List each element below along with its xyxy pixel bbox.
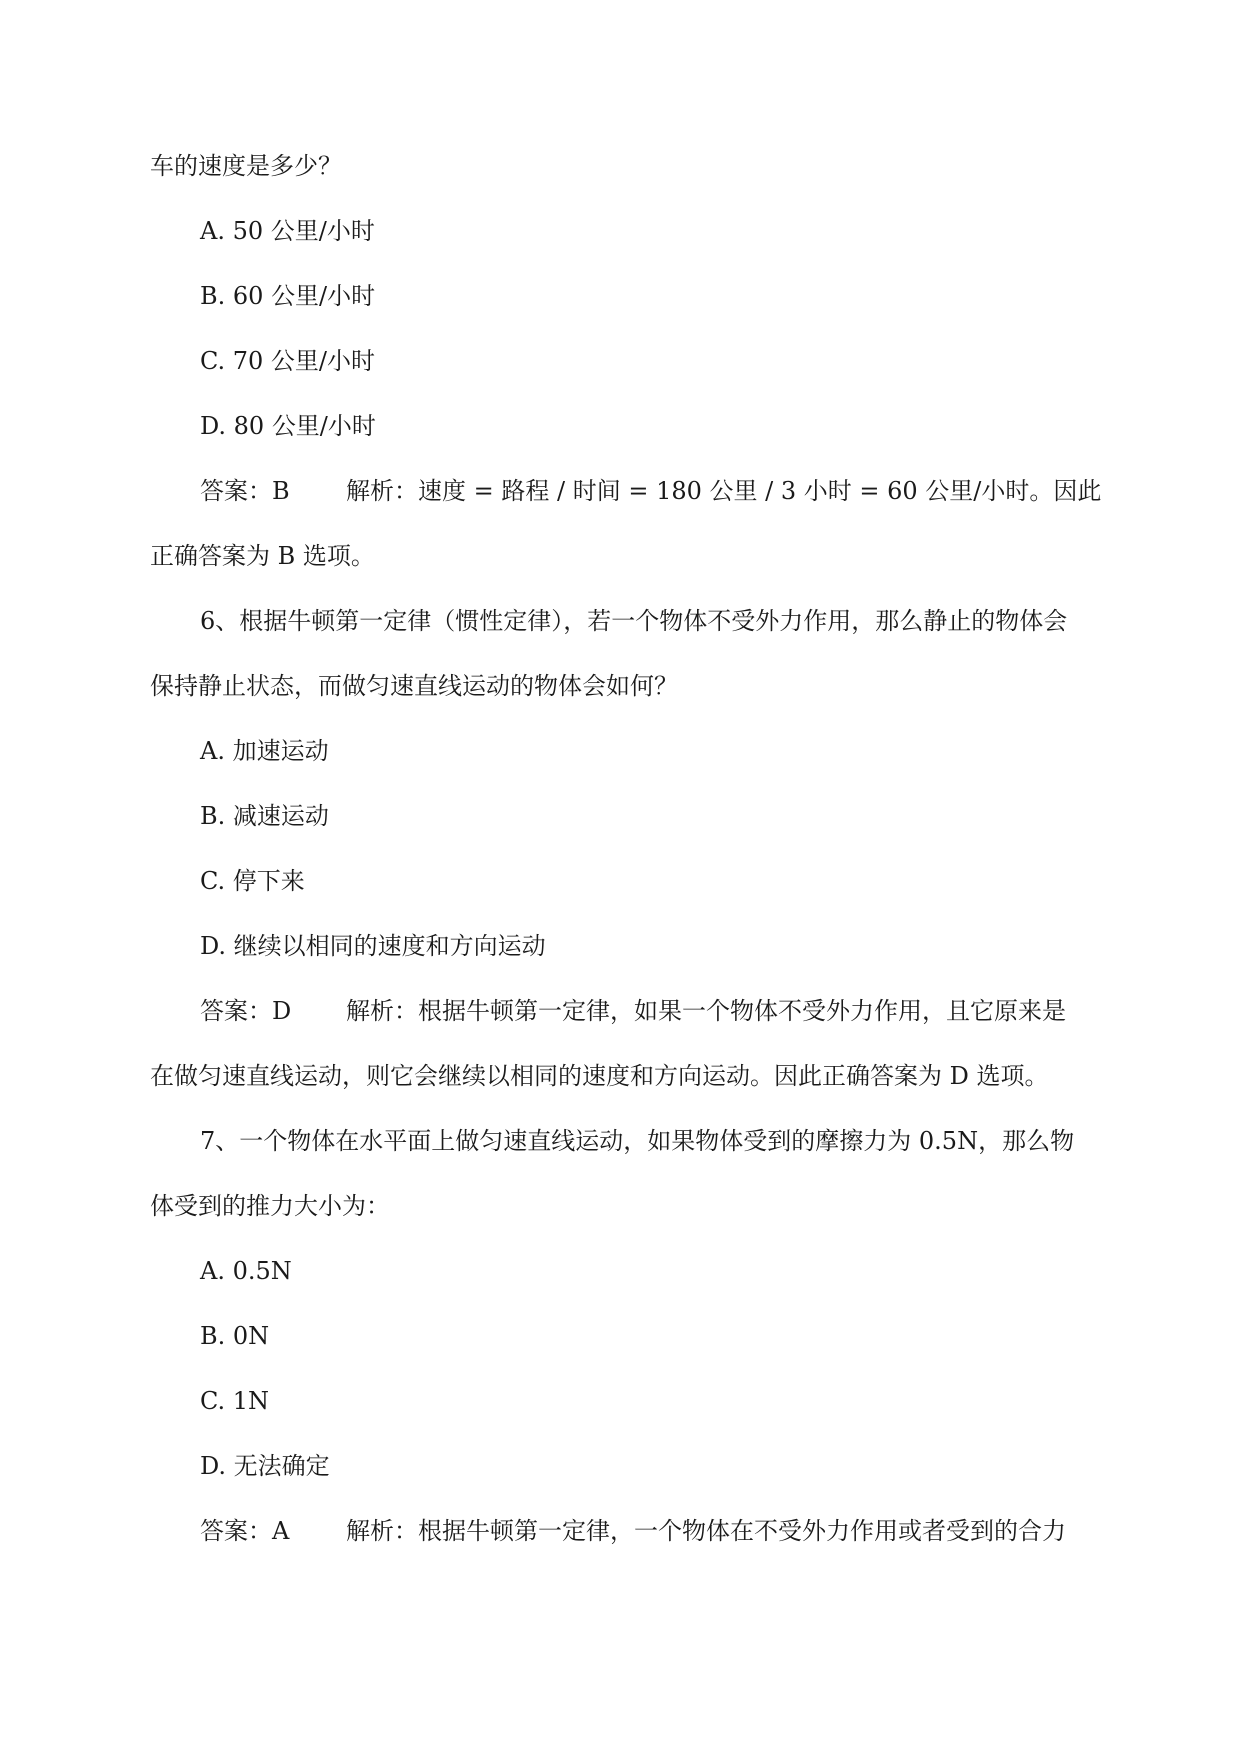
q5-answer: 答案：B <box>200 477 290 505</box>
q6-answer-line <box>200 996 1066 1026</box>
q6-option-a: A. 加速运动 <box>200 737 329 765</box>
q5-option-b: B. 60 公里/小时 <box>200 282 376 310</box>
q5-question-tail: 车的速度是多少？ <box>150 152 342 180</box>
q6-question-line2: 保持静止状态，而做匀速直线运动的物体会如何？ <box>150 672 678 700</box>
q7-answer: 答案：A <box>200 1517 290 1545</box>
q6-option-d: D. 继续以相同的速度和方向运动 <box>200 932 546 960</box>
q5-analysis-cont: 正确答案为 B 选项。 <box>150 542 375 570</box>
q7-option-a: A. 0.5N <box>200 1257 292 1285</box>
q5-analysis: 解析：速度 = 路程 / 时间 = 180 公里 / 3 小时 = 60 公里/小时。因此 <box>346 477 1102 505</box>
q6-answer: 答案：D <box>200 997 292 1025</box>
q7-option-c: C. 1N <box>200 1387 270 1415</box>
q5-option-d: D. 80 公里/小时 <box>200 412 376 440</box>
q7-question-line2: 体受到的推力大小为： <box>150 1192 390 1220</box>
q6-analysis: 解析：根据牛顿第一定律，如果一个物体不受外力作用，且它原来是 <box>346 997 1066 1025</box>
q6-option-b: B. 减速运动 <box>200 802 329 830</box>
q6-question-line1: 6、根据牛顿第一定律（惯性定律），若一个物体不受外力作用，那么静止的物体会 <box>200 607 1068 635</box>
q5-answer-line <box>200 476 1101 506</box>
q6-analysis-cont: 在做匀速直线运动，则它会继续以相同的速度和方向运动。因此正确答案为 D 选项。 <box>150 1062 1049 1090</box>
q7-answer-line <box>200 1516 1066 1546</box>
q5-option-a: A. 50 公里/小时 <box>200 217 375 245</box>
q7-question-line1: 7、一个物体在水平面上做匀速直线运动，如果物体受到的摩擦力为 0.5N，那么物 <box>200 1127 1075 1155</box>
q7-option-b: B. 0N <box>200 1322 270 1350</box>
q7-analysis: 解析：根据牛顿第一定律，一个物体在不受外力作用或者受到的合力 <box>346 1517 1066 1545</box>
q6-option-c: C. 停下来 <box>200 867 305 895</box>
q7-option-d: D. 无法确定 <box>200 1452 330 1480</box>
q5-option-c: C. 70 公里/小时 <box>200 347 376 375</box>
